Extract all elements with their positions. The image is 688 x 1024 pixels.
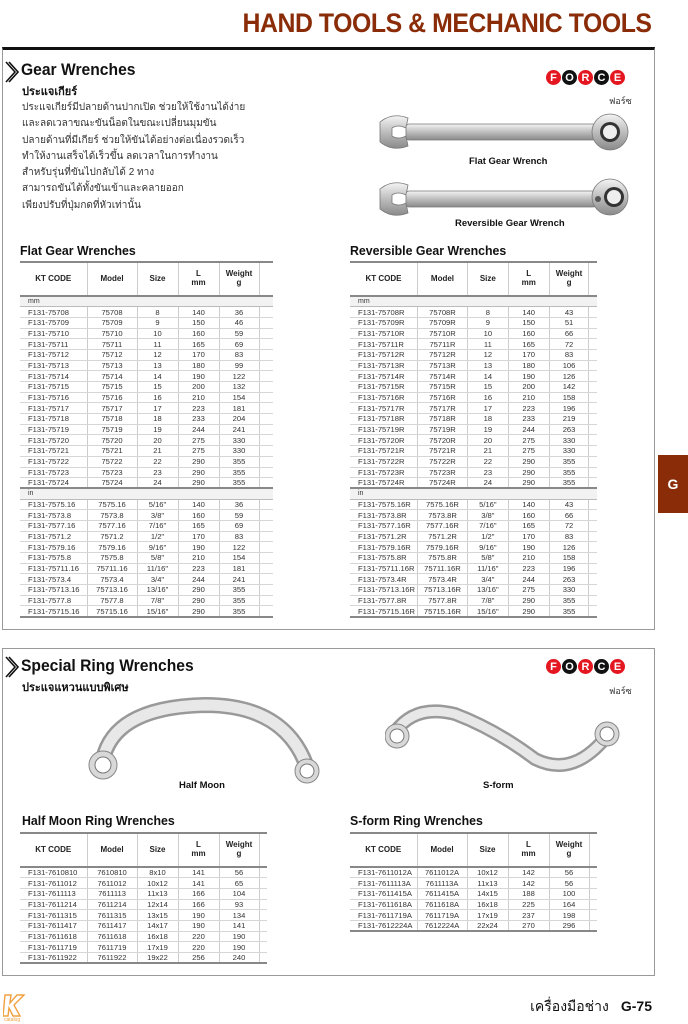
table-title: S-form Ring Wrenches: [350, 813, 483, 828]
table-row: F131-7611922 7611922 19x22 256 240: [20, 953, 267, 964]
unit-row: in: [350, 488, 597, 499]
table-row: F131-75711R 75711R 11 165 72: [350, 339, 597, 350]
table-row: F131-7575.16 7575.16 5/16" 140 36: [20, 499, 273, 510]
table-row: F131-7573.8 7573.8 3/8" 160 59: [20, 510, 273, 521]
image-caption: Half Moon: [179, 780, 225, 791]
table-row: F131-75713 75713 13 180 99: [20, 360, 273, 371]
half-moon-ring-wrenches-table: [20, 832, 267, 964]
table-row: F131-75722R 75722R 22 290 355: [350, 456, 597, 467]
table-row: F131-75712 75712 12 170 83: [20, 349, 273, 360]
s-form-wrench-image: [385, 704, 625, 784]
table-row: F131-75713.16R 75713.16R 13/16" 275 330: [350, 585, 597, 596]
description-line: ทำให้งานเสร็จได้เร็วขึ้น ลดเวลาในการทำงาน: [22, 150, 218, 162]
table-row: F131-7575.8R 7575.8R 5/8" 210 158: [350, 553, 597, 564]
table-row: F131-75722 75722 22 290 355: [20, 456, 273, 467]
flat-gear-wrenches-table: [20, 261, 273, 618]
table-row: F131-75711 75711 11 165 69: [20, 339, 273, 350]
table-row: F131-75709R 75709R 9 150 51: [350, 317, 597, 328]
table-row: F131-7611618A 7611618A 16x18 225 164: [350, 899, 597, 910]
unit-row: mm: [350, 296, 597, 307]
k-catalog-logo: [3, 994, 25, 1022]
table-row: F131-75714R 75714R 14 190 126: [350, 371, 597, 382]
unit-row: mm: [20, 296, 273, 307]
table-row: F131-75716 75716 16 210 154: [20, 392, 273, 403]
table-row: F131-75715R 75715R 15 200 142: [350, 382, 597, 393]
table-row: F131-7575.16R 7575.16R 5/16" 140 43: [350, 499, 597, 510]
table-row: F131-75709 75709 9 150 46: [20, 317, 273, 328]
table-title: Half Moon Ring Wrenches: [22, 813, 175, 828]
section-subtitle-thai: ประแจแหวนแบบพิเศษ: [22, 682, 129, 694]
table-row: F131-75719R 75719R 19 244 263: [350, 424, 597, 435]
description-line: และลดเวลาขณะขันน็อตในขณะเปลี่ยนมุมขัน: [22, 118, 217, 130]
table-row: F131-75711.16R 75711.16R 11/16" 223 196: [350, 563, 597, 574]
table-row: F131-75724R 75724R 24 290 355: [350, 478, 597, 489]
table-row: F131-7611719 7611719 17x19 220 190: [20, 942, 267, 953]
table-row: F131-75715 75715 15 200 132: [20, 382, 273, 393]
force-logo: F O R C E: [546, 659, 625, 674]
table-row: F131-7611012 7611012 10x12 141 65: [20, 878, 267, 889]
section-title: Gear Wrenches: [21, 60, 136, 79]
section-title: Special Ring Wrenches: [21, 656, 194, 675]
table-row: F131-7571.2 7571.2 1/2" 170 83: [20, 531, 273, 542]
table-header: KT CODE Model Size L mm Weight g: [350, 262, 597, 296]
description: [22, 100, 245, 214]
table-row: F131-7611415A 7611415A 14x15 188 100: [350, 888, 597, 899]
s-form-ring-wrenches-table: [350, 832, 597, 932]
description-line: สามารถขันได้ทั้งขันเข้าและคลายออก: [22, 183, 184, 195]
table-header: KT CODE Model Size L mm Weight g: [20, 833, 267, 867]
chevron-right-icon: [5, 655, 19, 679]
table-row: F131-75718 75718 18 233 204: [20, 414, 273, 425]
table-row: F131-7612224A 7612224A 22x24 270 296: [350, 920, 597, 931]
footer-page-label: [530, 996, 652, 1018]
table-row: F131-75713R 75713R 13 180 106: [350, 360, 597, 371]
table-row: F131-75714 75714 14 190 122: [20, 371, 273, 382]
table-row: F131-7573.4 7573.4 3/4" 244 241: [20, 574, 273, 585]
table-row: F131-75717 75717 17 223 181: [20, 403, 273, 414]
table-row: F131-75720R 75720R 20 275 330: [350, 435, 597, 446]
chevron-right-icon: [5, 60, 19, 84]
table-title: Reversible Gear Wrenches: [350, 243, 507, 258]
half-moon-wrench-image: [85, 697, 325, 787]
table-row: F131-7577.8 7577.8 7/8" 290 355: [20, 595, 273, 606]
table-row: F131-75717R 75717R 17 223 196: [350, 403, 597, 414]
table-row: F131-75723 75723 23 290 355: [20, 467, 273, 478]
image-caption: Reversible Gear Wrench: [455, 218, 565, 229]
unit-row: in: [20, 488, 273, 499]
table-row: F131-7573.4R 7573.4R 3/4" 244 263: [350, 574, 597, 585]
image-caption: S-form: [483, 780, 514, 791]
reversible-gear-wrenches-table: [350, 261, 597, 618]
table-row: F131-7611315 7611315 13x15 190 134: [20, 910, 267, 921]
table-row: F131-7611113A 7611113A 11x13 142 56: [350, 878, 597, 889]
brand-thai-name: ฟอร์ซ: [609, 96, 632, 106]
table-row: F131-7577.16R 7577.16R 7/16" 165 72: [350, 520, 597, 531]
table-row: F131-75708R 75708R 8 140 43: [350, 307, 597, 318]
table-row: F131-75710R 75710R 10 160 66: [350, 328, 597, 339]
image-caption: Flat Gear Wrench: [469, 156, 548, 167]
table-row: F131-7579.16 7579.16 9/16" 190 122: [20, 542, 273, 553]
brand-thai-name: ฟอร์ซ: [609, 686, 632, 696]
table-row: F131-7611417 7611417 14x17 190 141: [20, 920, 267, 931]
table-header: KT CODE Model Size L mm Weight g: [350, 833, 597, 867]
page-title: HAND TOOLS & MECHANIC TOOLS: [243, 8, 652, 38]
table-row: F131-75721 75721 21 275 330: [20, 446, 273, 457]
force-logo: F O R C E: [546, 70, 625, 85]
page-number: G-75: [620, 998, 652, 1014]
table-row: F131-75716R 75716R 16 210 158: [350, 392, 597, 403]
special-ring-wrenches-section: [2, 648, 655, 976]
footer-category: เครื่องมือช่าง: [530, 998, 609, 1014]
table-row: F131-75719 75719 19 244 241: [20, 424, 273, 435]
table-row: F131-75724 75724 24 290 355: [20, 478, 273, 489]
table-row: F131-7577.8R 7577.8R 7/8" 290 355: [350, 595, 597, 606]
table-row: F131-7611618 7611618 16x18 220 190: [20, 931, 267, 942]
description-line: ปลายด้านที่มีเกียร์ ช่วยให้ขันได้อย่างต่อเนื่องรวดเร็ว: [22, 134, 245, 146]
description-line: ประแจเกียร์มีปลายด้านปากเปิด ช่วยให้ใช้งานได้ง่าย: [22, 102, 246, 113]
table-row: F131-75721R 75721R 21 275 330: [350, 446, 597, 457]
reversible-gear-wrench-image: [378, 177, 638, 222]
svg-text:catalog: catalog: [4, 1017, 21, 1022]
table-row: F131-75715.16R 75715.16R 15/16" 290 355: [350, 606, 597, 617]
table-row: F131-7577.16 7577.16 7/16" 165 69: [20, 520, 273, 531]
description-line: สำหรับรุ่นที่ขันไปกลับได้ 2 ทาง: [22, 167, 155, 179]
table-row: F131-7611719A 7611719A 17x19 237 198: [350, 910, 597, 921]
table-row: F131-7611113 7611113 11x13 166 104: [20, 888, 267, 899]
table-row: F131-7573.8R 7573.8R 3/8" 160 66: [350, 510, 597, 521]
table-row: F131-7610810 7610810 8x10 141 56: [20, 867, 267, 878]
description-line: เพียงปรับที่ปุ่มกดที่หัวเท่านั้น: [22, 199, 141, 211]
flat-gear-wrench-image: [378, 110, 638, 155]
table-row: F131-75718R 75718R 18 233 219: [350, 414, 597, 425]
table-row: F131-75715.16 75715.16 15/16" 290 355: [20, 606, 273, 617]
table-row: F131-75723R 75723R 23 290 355: [350, 467, 597, 478]
table-row: F131-7571.2R 7571.2R 1/2" 170 83: [350, 531, 597, 542]
table-row: F131-7579.16R 7579.16R 9/16" 190 126: [350, 542, 597, 553]
section-subtitle-thai: ประแจเกียร์: [22, 86, 78, 98]
table-row: F131-75712R 75712R 12 170 83: [350, 349, 597, 360]
table-row: F131-7611012A 7611012A 10x12 142 56: [350, 867, 597, 878]
table-row: F131-75710 75710 10 160 59: [20, 328, 273, 339]
section-tab-g[interactable]: G: [658, 455, 688, 513]
table-row: F131-75711.16 75711.16 11/16" 223 181: [20, 563, 273, 574]
table-title: Flat Gear Wrenches: [20, 243, 136, 258]
gear-wrenches-section: [2, 47, 655, 630]
table-header: KT CODE Model Size L mm Weight g: [20, 262, 273, 296]
table-row: F131-7575.8 7575.8 5/8" 210 154: [20, 553, 273, 564]
table-row: F131-7611214 7611214 12x14 166 93: [20, 899, 267, 910]
table-row: F131-75720 75720 20 275 330: [20, 435, 273, 446]
table-row: F131-75708 75708 8 140 36: [20, 307, 273, 318]
table-row: F131-75713.16 75713.16 13/16" 290 355: [20, 585, 273, 596]
